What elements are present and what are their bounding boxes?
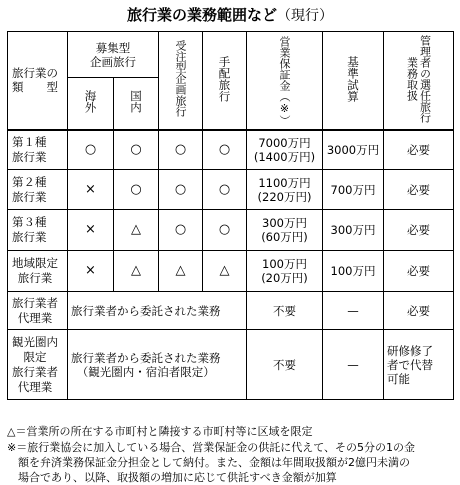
header-juchu-label: 受注型企画旅行	[174, 40, 187, 118]
header-kijun-label: 基準試算	[346, 55, 360, 102]
cell-juchu: ○	[159, 210, 203, 251]
table-row	[8, 292, 454, 330]
cell-tehai: ○	[203, 210, 247, 251]
table-row	[8, 130, 454, 170]
cell-kokunai: ○	[114, 170, 159, 210]
cell-hosho: 100万円 (20万円)	[247, 251, 323, 292]
table-row	[8, 170, 454, 210]
cell-kijun: —	[323, 330, 384, 400]
cell-tehai: △	[203, 251, 247, 292]
cell-scope: 旅行業者から委託された業務 （観光圏内・宿泊者限定）	[68, 330, 247, 400]
cell-hosho: 不要	[247, 292, 323, 330]
cell-kanrisha: 必要	[384, 210, 454, 251]
header-hosho-label: 営業保証金（※）	[278, 35, 291, 126]
title-suffix: （現行）	[277, 8, 333, 24]
cell-kijun: 3000万円	[323, 130, 384, 170]
header-type-label: 旅行業の 類 型	[12, 66, 58, 95]
cell-scope: 旅行業者から委託された業務	[68, 292, 247, 330]
cell-kaigai: ×	[68, 251, 114, 292]
header-kanrisha-label: 管理者の選任旅行業務取扱	[405, 34, 432, 123]
footnote-asterisk: ※＝旅行業協会に加入している場合、営業保証金の供託に代えて、その5分の1の金 額を弁済業務保証金分担金として納付。また、金額は年間取扱額が2億円未満の 場合であり、以降、取扱額の増加に応じて供託すべき金額が加算	[7, 441, 415, 484]
cell-hosho: 1100万円 (220万円)	[247, 170, 323, 210]
header-row-1	[8, 32, 454, 78]
cell-tehai: ○	[203, 170, 247, 210]
cell-kanrisha: 必要	[384, 170, 454, 210]
header-juchu-cell	[159, 32, 203, 130]
travel-agency-scope-table	[7, 31, 454, 400]
cell-kijun: 700万円	[323, 170, 384, 210]
cell-juchu: ○	[159, 170, 203, 210]
header-tehai-cell	[203, 32, 247, 130]
document-title	[0, 5, 460, 26]
cell-juchu: △	[159, 251, 203, 292]
header-kanrisha-cell	[384, 32, 454, 130]
cell-kanrisha: 必要	[384, 251, 454, 292]
cell-kaigai: ×	[68, 170, 114, 210]
cell-kijun: —	[323, 292, 384, 330]
row-type-label: 地域限定 旅行業	[8, 251, 68, 292]
header-boshu-cell	[68, 32, 159, 78]
cell-kaigai: ×	[68, 210, 114, 251]
table-row	[8, 251, 454, 292]
cell-kokunai: △	[114, 251, 159, 292]
header-boshu-label: 募集型 企画旅行	[90, 40, 136, 69]
row-type-label: 第２種 旅行業	[8, 170, 68, 210]
header-kaigai-cell	[68, 78, 114, 130]
cell-kanrisha: 必要	[384, 130, 454, 170]
cell-juchu: ○	[159, 130, 203, 170]
cell-hosho: 不要	[247, 330, 323, 400]
cell-kaigai: ○	[68, 130, 114, 170]
cell-tehai: ○	[203, 130, 247, 170]
title-main: 旅行業の業務範囲など	[126, 6, 277, 24]
cell-hosho: 300万円 (60万円)	[247, 210, 323, 251]
cell-kijun: 100万円	[323, 251, 384, 292]
header-type-cell	[8, 32, 68, 130]
footnote-triangle: △＝営業所の所在する市町村と隣接する市町村等に区域を限定	[7, 425, 313, 438]
cell-hosho: 7000万円 (1400万円)	[247, 130, 323, 170]
cell-kanrisha: 必要	[384, 292, 454, 330]
header-kokunai-cell	[114, 78, 159, 130]
header-tehai-label: 手配旅行	[217, 55, 232, 102]
header-hosho-cell	[247, 32, 323, 130]
row-type-label: 旅行業者 代理業	[8, 292, 68, 330]
cell-kanrisha: 研修修了 者で代替 可能	[384, 330, 454, 400]
cell-kijun: 300万円	[323, 210, 384, 251]
table-row	[8, 330, 454, 400]
cell-kokunai: △	[114, 210, 159, 251]
cell-kokunai: ○	[114, 130, 159, 170]
header-kaigai-label: 海外	[83, 90, 98, 114]
header-kijun-cell	[323, 32, 384, 130]
header-kokunai-label: 国内	[129, 90, 143, 114]
row-type-label: 第１種 旅行業	[8, 130, 68, 170]
row-type-label: 観光圏内 限定 旅行業者 代理業	[8, 330, 68, 400]
table-row	[8, 210, 454, 251]
row-type-label: 第３種 旅行業	[8, 210, 68, 251]
